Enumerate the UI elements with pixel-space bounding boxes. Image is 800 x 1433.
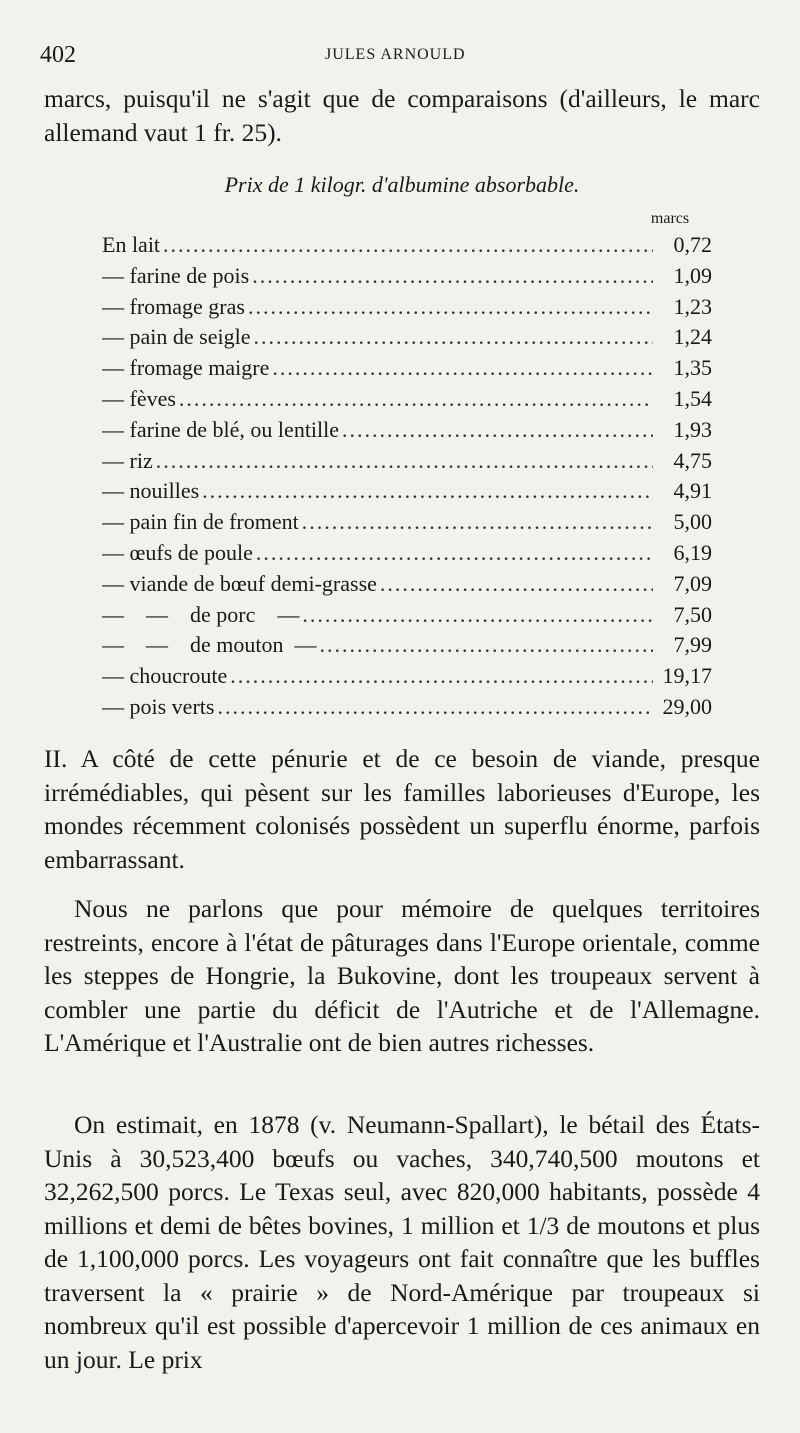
dot-leader [253, 324, 653, 350]
item-label: — farine de pois [102, 262, 250, 288]
item-label: — fromage maigre [102, 355, 270, 381]
paragraph-text: marcs, puisqu'il ne s'agit que de comparaisons (d'ailleurs, le marc allemand vaut 1 fr. 25). [44, 84, 760, 147]
paragraph-etats-unis [44, 1108, 760, 1376]
dot-leader [256, 540, 653, 566]
dot-leader [217, 694, 653, 720]
item-label: — nouilles [102, 478, 200, 504]
table-row [102, 386, 712, 417]
table-row [102, 571, 712, 602]
dot-leader [248, 294, 653, 320]
item-value: 7,99 [673, 632, 712, 658]
item-label: — pois verts [102, 693, 215, 719]
item-value: 19,17 [662, 663, 712, 689]
table-row [102, 478, 712, 509]
dot-leader [302, 602, 653, 628]
item-value: 7,50 [673, 601, 712, 627]
table-row [102, 263, 712, 294]
dot-leader [380, 571, 653, 597]
table-row [102, 232, 712, 263]
item-label: En lait [102, 232, 161, 257]
paragraph-section-ii [44, 742, 760, 876]
dot-leader [230, 663, 653, 689]
dot-leader [252, 263, 653, 289]
price-table [102, 232, 712, 725]
table-title: Prix de 1 kilogr. d'albumine absorbable. [224, 172, 580, 197]
paragraph-text: On estimait, en 1878 (v. Neumann-Spallart), le bétail des États-Unis à 30,523,400 bœufs ou vaches, 340,740,500 moutons et 32,262,500 porcs. Le Texas seul, avec 820,000 habitants, possède 4 millions et demi de bêtes bovines, 1 million et 1/3 de moutons et plus de 1,100,000 porcs. Les voyageurs ont fait connaître que les buffles traversent la « prairie » de Nord-Amérique par troupeaux si nombreux qu'il est possible d'apercevoir 1 million de ces animaux en un jour. Le prix [44, 1110, 760, 1374]
item-value: 1,23 [673, 293, 712, 319]
paragraph-europe-orientale [44, 892, 760, 1060]
paragraph-continuation [44, 82, 760, 149]
item-label: — — de mouton — [102, 632, 317, 658]
item-label: — viande de bœuf demi-grasse [102, 570, 377, 596]
paragraph-text: Nous ne parlons que pour mémoire de quelques territoires restreints, encore à l'état de pâturages dans l'Europe orientale, comme les steppes de Hongrie, la Bukovine, dont les troupeaux servent à combler une partie du déficit de l'Autriche et de l'Allemagne. L'Amérique et l'Australie ont de bien autres richesses. [44, 894, 760, 1057]
item-value: 6,19 [673, 539, 712, 565]
table-row [102, 663, 712, 694]
item-label: — pain fin de froment [102, 509, 299, 535]
item-value: 1,93 [673, 416, 712, 442]
dot-leader [272, 355, 653, 381]
table-row [102, 509, 712, 540]
dot-leader [202, 478, 653, 504]
item-label: — — de porc — [102, 601, 300, 627]
item-value: 1,09 [673, 262, 712, 288]
running-title: JULES ARNOULD [325, 46, 466, 63]
dot-leader [342, 417, 653, 443]
dot-leader [163, 232, 653, 258]
item-value: 5,00 [673, 509, 712, 535]
dot-leader [302, 509, 653, 535]
item-label: — œufs de poule [102, 539, 253, 565]
item-value: 29,00 [662, 693, 712, 719]
item-label: — riz [102, 447, 153, 473]
table-row [102, 324, 712, 355]
dot-leader [179, 386, 653, 412]
table-row [102, 294, 712, 325]
page-number: 402 [40, 42, 76, 68]
item-label: — pain de seigle [102, 324, 251, 350]
item-value: 7,09 [673, 570, 712, 596]
paragraph-text: II. A côté de cette pénurie et de ce besoin de viande, presque irrémédiables, qui pèsent sur les familles laborieuses d'Europe, les mondes récemment colonisés possèdent un superflu énorme, parfois embarrassant. [44, 744, 760, 874]
item-label: — fromage gras [102, 293, 245, 319]
item-value: 1,54 [673, 385, 712, 411]
table-row [102, 540, 712, 571]
table-row [102, 448, 712, 479]
dot-leader [156, 448, 653, 474]
item-label: — farine de blé, ou lentille [102, 416, 340, 442]
table-row [102, 417, 712, 448]
running-head [40, 42, 760, 72]
table-row [102, 632, 712, 663]
table-row [102, 602, 712, 633]
item-label: — fèves [102, 385, 176, 411]
item-value: 4,91 [673, 478, 712, 504]
item-value: 1,24 [673, 324, 712, 350]
table-row [102, 694, 712, 725]
item-value: 0,72 [673, 232, 712, 257]
table-unit-label: marcs [650, 210, 690, 227]
dot-leader [320, 632, 654, 658]
item-value: 4,75 [673, 447, 712, 473]
table-row [102, 355, 712, 386]
item-label: — choucroute [102, 663, 228, 689]
item-value: 1,35 [673, 355, 712, 381]
